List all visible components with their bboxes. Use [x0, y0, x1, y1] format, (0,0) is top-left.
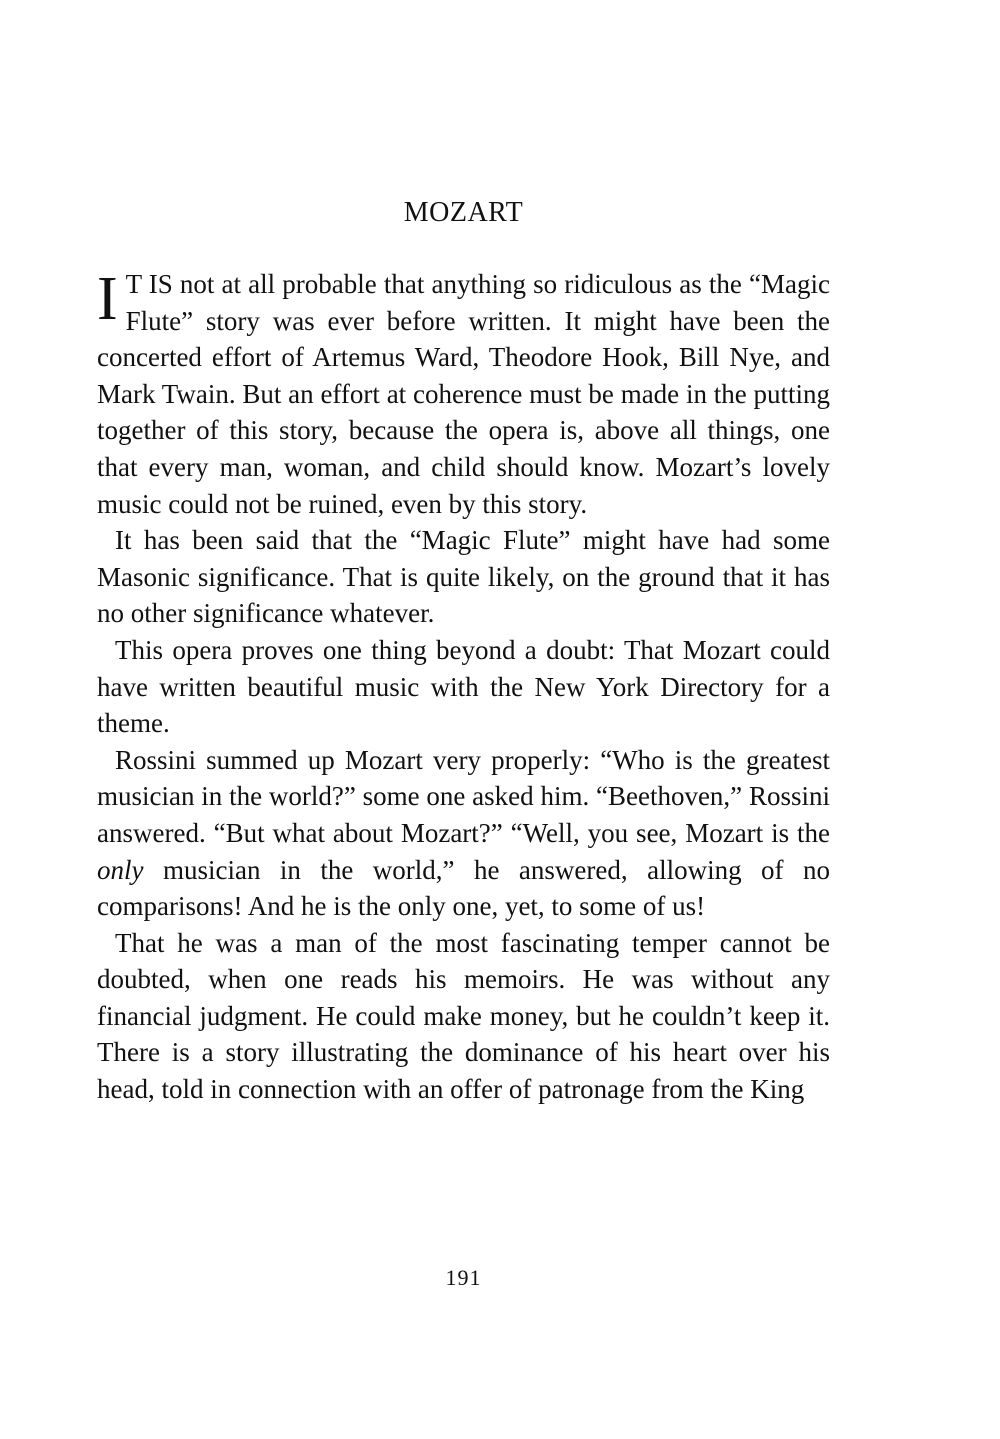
chapter-title: MOZART [403, 197, 524, 228]
paragraph-2: It has been said that the “Magic Flute” might have had some Masonic significance. That is quite likely, on the ground that it has no other significance whatever. [97, 525, 830, 629]
paragraph-5: That he was a man of the most fascinating temper cannot be doubted, when one reads his memoirs. He was without any financial judgment. He could make money, but he couldn’t keep it. There is a story illustrating the dominance of his heart over his head, told in connection with an offer of patronage from the King [97, 927, 830, 1105]
body-text [97, 266, 830, 1108]
paragraph-4-emphasis: only [97, 854, 144, 885]
book-page [97, 0, 830, 1439]
paragraph-4-text-before: Rossini summed up Mozart very properly: “Who is the greatest musician in the world?” some one asked him. “Beethoven,” Rossini answered. “But what about Mozart?” “Well, you see, Mozart is the [97, 744, 830, 848]
paragraph-4-text-after: musician in the world,” he answered, allowing of no comparisons! And he is the only one, yet, to some of us! [97, 854, 830, 922]
page-number: 191 [445, 1265, 482, 1290]
paragraph-1-text: T IS not at all probable that anything so ridiculous as the “Magic Flute” story was ever before written. It might have been the concerted effort of Artemus Ward, Theodore Hook, Bill Nye, and Mark Twain. But an effort at coherence must be made in the putting together of this story, because the opera is, above all things, one that every man, woman, and child should know. Mozart’s lovely music could not be ruined, even by this story. [97, 269, 830, 519]
paragraph-4 [97, 742, 830, 925]
drop-cap: I [97, 265, 118, 333]
paragraph-3: This opera proves one thing beyond a doubt: That Mozart could have written beautiful music with the New York Directory for a theme. [97, 634, 830, 739]
paragraph-1 [97, 266, 830, 522]
